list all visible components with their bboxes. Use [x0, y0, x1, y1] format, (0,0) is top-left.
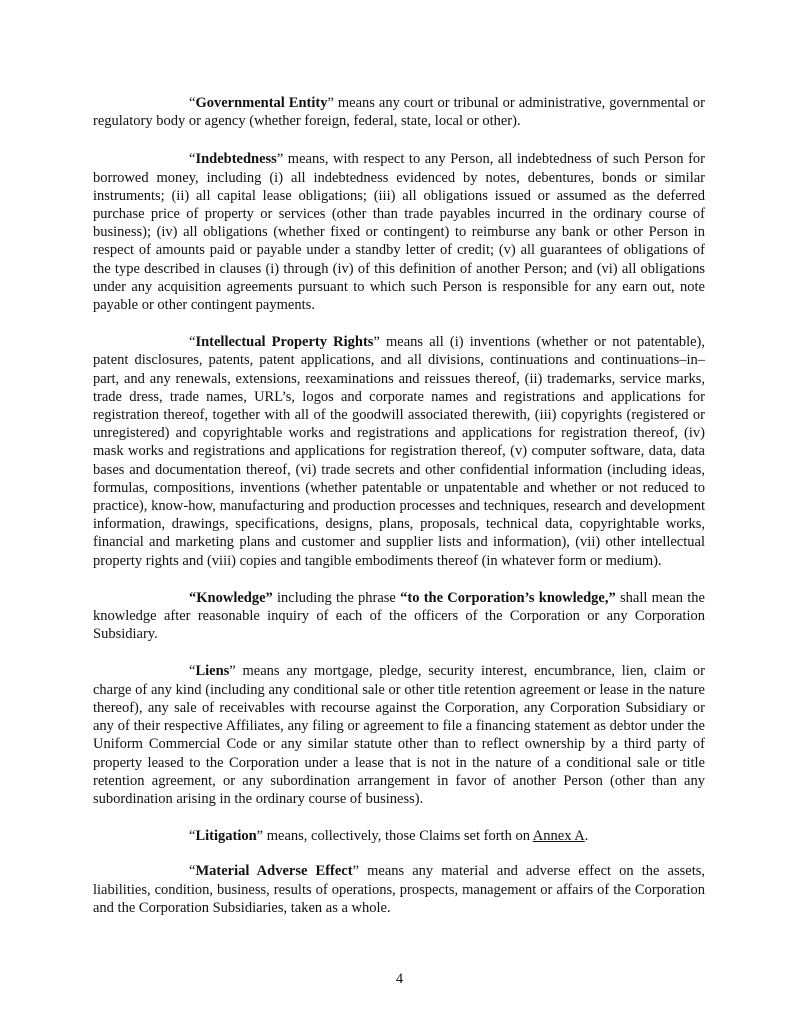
open-quote: “	[189, 863, 196, 880]
definition-text: means any material and adverse effect on the assets, liabilities, condition, business, results of operations, prospects, management or affairs of the Corporation and the Corporation Subsidiaries, taken as a whole.	[93, 863, 706, 916]
defined-term: Governmental Entity	[195, 95, 328, 111]
definition-text: means, collectively, those Claims set forth on	[263, 828, 533, 845]
definition-litigation	[93, 827, 705, 845]
close-quote: ”	[327, 95, 334, 111]
definition-knowledge	[93, 589, 705, 644]
open-quote: “	[189, 95, 196, 111]
definition-text: means all (i) inventions (whether or not patentable), patent disclosures, patents, patent applications, and all divisions, continuations and continuations–in–part, and any renewals, extensions, reexaminations and reissues thereof, (ii) trademarks, service marks, trade dress, trade names, URL’s, logos and corporate names and registrations and applications for registration thereof, together with all of the goodwill associated therewith, (iii) copyrights (registered or unregistered) and copyrightable works and registrations and applications for registration thereof, (iv) mask works and registrations and applications for registration thereof, (v) computer software, data, data bases and documentation thereof, (vi) trade secrets and other confidential information (including ideas, formulas, compositions, inventions (whether patentable or unpatentable and whether or not reduced to practice), know-how, manufacturing and production processes and techniques, research and development information, drawings, specifications, designs, plans, proposals, technical data, copyrightable works, financial and marketing plans and customer and supplier lists and information), (vii) other intellectual property rights and (viii) copies and tangible embodiments thereof (in whatever form or medium).	[93, 334, 705, 569]
definition-indebtedness	[93, 150, 705, 314]
defined-term: Litigation	[195, 828, 257, 845]
definition-liens	[93, 662, 705, 808]
open-quote: “	[189, 151, 196, 168]
defined-term: Intellectual Property Rights	[195, 334, 374, 351]
definition-intellectual-property-rights	[93, 333, 705, 570]
defined-term: Liens	[195, 663, 230, 680]
close-quote: ”	[352, 863, 359, 880]
definition-text: including the phrase	[272, 589, 401, 606]
close-quote: ”	[229, 663, 236, 680]
defined-phrase: “to the Corporation’s knowledge,”	[400, 589, 616, 606]
definition-text: means, with respect to any Person, all indebtedness of such Person for borrowed money, including (i) all indebtedness evidenced by notes, debentures, bonds or similar instruments; (ii) all capital lease obligations; (iii) all obligations issued or assumed as the deferred purchase price of property or services (other than trade payables incurred in the ordinary course of business); (iv) all obligations (whether fixed or contingent) to reimburse any bank or other Person in respect of amounts paid or payable under a standby letter of credit; (v) all guarantees of obligations of the type described in clauses (i) through (iv) of this definition of another Person; and (vi) all obligations under any acquisition agreements pursuant to which such Person is responsible for any earn out, note payable or other contingent payments.	[93, 151, 705, 314]
defined-term: Indebtedness	[195, 151, 277, 168]
definition-text: means any mortgage, pledge, security interest, encumbrance, lien, claim or charge of any kind (including any conditional sale or other title retention agreement or lease in the nature thereof), any sale of receivables with recourse against the Corporation, any Corporation Subsidiary or any of their respective Affiliates, any filing or agreement to file a financing statement as debtor under the Uniform Commercial Code or any similar statute other than to reflect ownership by a third party of property leased to the Corporation under a lease that is not in the nature of a conditional sale or title retention agreement, or any subordination arrangement in favor of another Person (other than any subordination arising in the ordinary course of business).	[93, 663, 705, 807]
close-quote: ”	[373, 334, 380, 351]
definition-text: shall mean the knowledge after reasonable inquiry of each of the officers of the Corporation or any Corporation Subsidiary.	[93, 589, 705, 643]
open-quote: “	[189, 334, 196, 351]
open-quote: “	[189, 828, 196, 845]
close-quote: ”	[276, 151, 284, 168]
page-number: 4	[395, 971, 404, 987]
document-page	[93, 94, 705, 935]
open-quote: “	[189, 663, 196, 680]
close-quote: ”	[256, 828, 264, 845]
definition-material-adverse-effect	[93, 862, 705, 917]
definition-governmental-entity	[93, 94, 705, 130]
definition-text: means any court or tribunal or administrative, governmental or regulatory body or agency (whether foreign, federal, state, local or other).	[93, 95, 706, 130]
defined-term: Material Adverse Effect	[195, 863, 353, 880]
definition-text-end: .	[584, 828, 589, 845]
defined-term: “Knowledge”	[189, 589, 273, 606]
annex-reference: Annex A	[532, 828, 585, 845]
